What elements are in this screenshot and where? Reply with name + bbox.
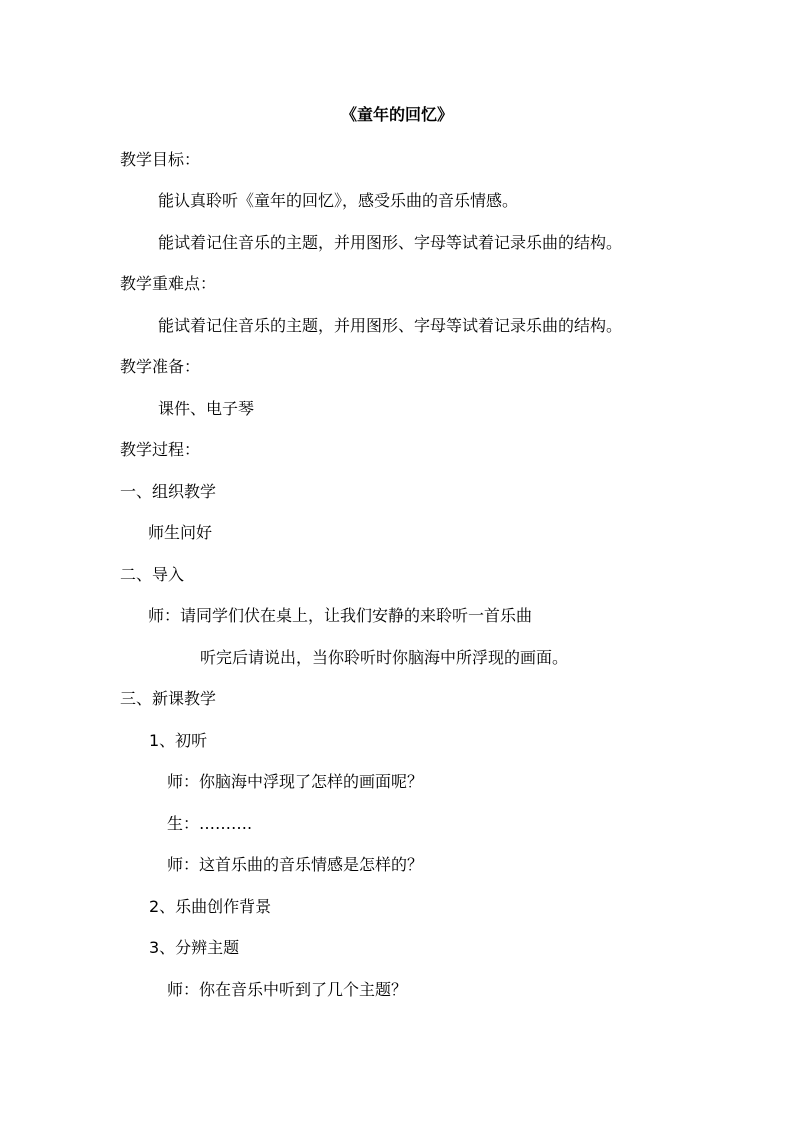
paragraph: 课件、电子琴 — [158, 399, 255, 418]
paragraph: 师：请同学们伏在桌上，让我们安静的来聆听一首乐曲 — [148, 606, 533, 625]
paragraph: 听完后请说出，当你聆听时你脑海中所浮现的画面。 — [200, 648, 569, 667]
numbered-item: 1、初听 — [149, 731, 208, 750]
subsection-heading: 二、导入 — [120, 565, 185, 584]
paragraph: 师：这首乐曲的音乐情感是怎样的？ — [167, 855, 424, 874]
numbered-item: 3、分辨主题 — [149, 938, 240, 957]
subsection-heading: 三、新课教学 — [120, 689, 217, 708]
paragraph: 生：………. — [167, 814, 253, 833]
section-heading-key-points: 教学重难点： — [120, 274, 217, 293]
section-heading-objectives: 教学目标： — [120, 150, 201, 169]
section-heading-preparation: 教学准备： — [120, 357, 201, 376]
numbered-item: 2、乐曲创作背景 — [149, 897, 272, 916]
paragraph: 师：你脑海中浮现了怎样的画面呢？ — [167, 772, 424, 791]
document-title: 《童年的回忆》 — [340, 105, 453, 124]
section-heading-process: 教学过程： — [120, 440, 201, 459]
paragraph: 师：你在音乐中听到了几个主题？ — [167, 980, 408, 999]
paragraph: 能认真聆听《童年的回忆》，感受乐曲的音乐情感。 — [158, 191, 519, 210]
paragraph: 能试着记住音乐的主题，并用图形、字母等试着记录乐曲的结构。 — [158, 316, 623, 335]
paragraph: 能试着记住音乐的主题，并用图形、字母等试着记录乐曲的结构。 — [158, 233, 623, 252]
paragraph: 师生问好 — [148, 523, 213, 542]
subsection-heading: 一、组织教学 — [120, 482, 217, 501]
